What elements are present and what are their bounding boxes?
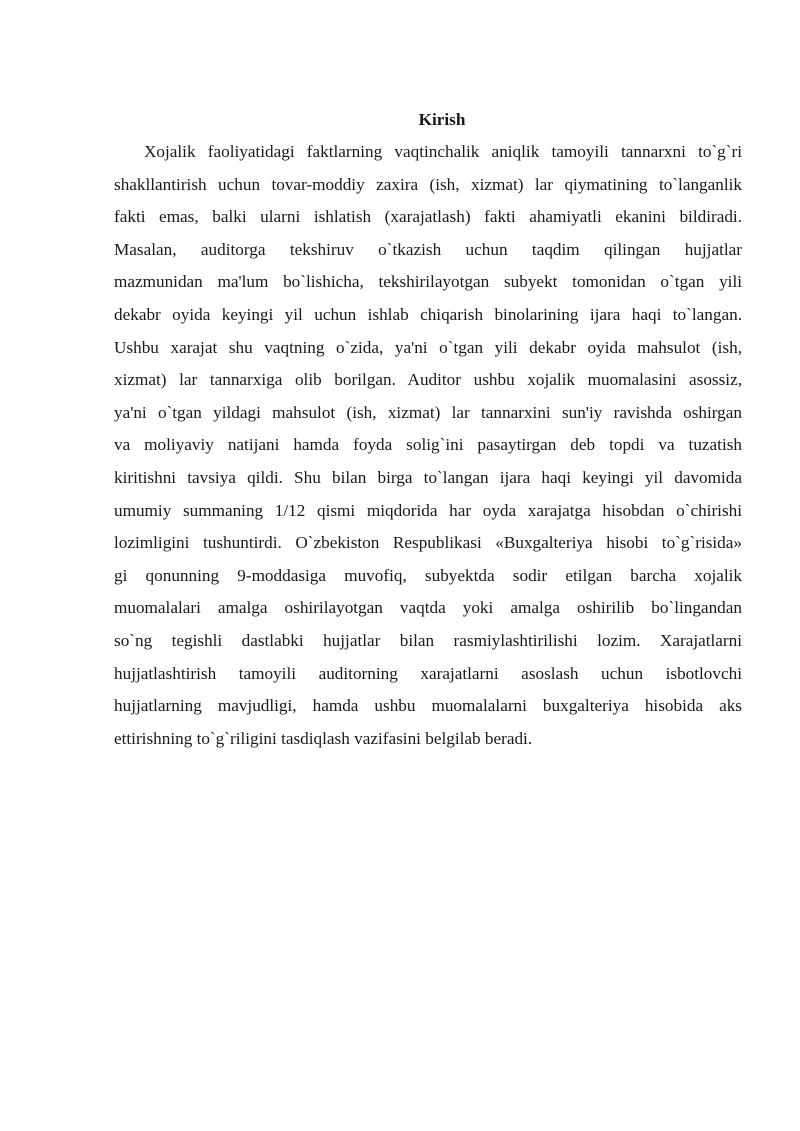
- paragraph-line: va moliyaviy natijani hamda foyda solig`ini pasaytirgan deb topdi va tuzatish: [114, 435, 742, 455]
- page-title: Kirish: [418, 110, 466, 129]
- paragraph-line: xizmat) lar tannarxiga olib borilgan. Auditor ushbu xojalik muomalasini asossiz,: [114, 370, 742, 390]
- paragraph-line: muomalalari amalga oshirilayotgan vaqtda yoki amalga oshirilib bo`lingandan: [114, 598, 742, 618]
- document-body: [114, 103, 742, 755]
- paragraph-line: mazmunidan ma'lum bo`lishicha, tekshirilayotgan subyekt tomonidan o`tgan yili: [114, 272, 742, 292]
- paragraph-line: hujjatlashtirish tamoyili auditorning xarajatlarni asoslash uchun isbotlovchi: [114, 663, 742, 683]
- body-paragraph: [114, 136, 742, 755]
- paragraph-line: Xojalik faoliyatidagi faktlarning vaqtinchalik aniqlik tamoyili tannarxni to`g`ri: [144, 142, 742, 161]
- paragraph-line: ettirishning to`g`riligini tasdiqlash vazifasini belgilab beradi.: [114, 728, 533, 748]
- paragraph-line: shakllantirish uchun tovar-moddiy zaxira (ish, xizmat) lar qiymatining to`langanlik: [114, 174, 742, 194]
- paragraph-line: kiritishni tavsiya qildi. Shu bilan birga to`langan ijara haqi keyingi yil davomida: [114, 467, 742, 487]
- paragraph-line: ya'ni o`tgan yildagi mahsulot (ish, xizmat) lar tannarxini sun'iy ravishda oshirgan: [114, 402, 742, 422]
- paragraph-line: Ushbu xarajat shu vaqtning o`zida, ya'ni o`tgan yili dekabr oyida mahsulot (ish,: [114, 337, 742, 357]
- paragraph-line: lozimligini tushuntirdi. O`zbekiston Respublikasi «Buxgalteriya hisobi to`g`risida»: [114, 533, 742, 553]
- paragraph-line: hujjatlarning mavjudligi, hamda ushbu muomalalarni buxgalteriya hisobida aks: [114, 696, 742, 716]
- paragraph-line: fakti emas, balki ularni ishlatish (xarajatlash) fakti ahamiyatli ekanini bildiradi.: [114, 207, 742, 227]
- paragraph-line: Masalan, auditorga tekshiruv o`tkazish uchun taqdim qilingan hujjatlar: [114, 239, 742, 259]
- paragraph-line: umumiy summaning 1/12 qismi miqdorida har oyda xarajatga hisobdan o`chirishi: [114, 500, 742, 520]
- paragraph-line: so`ng tegishli dastlabki hujjatlar bilan rasmiylashtirilishi lozim. Xarajatlarni: [114, 630, 742, 650]
- paragraph-line: gi qonunning 9-moddasiga muvofiq, subyektda sodir etilgan barcha xojalik: [114, 565, 742, 585]
- paragraph-line: dekabr oyida keyingi yil uchun ishlab chiqarish binolarining ijara haqi to`langan.: [114, 304, 742, 324]
